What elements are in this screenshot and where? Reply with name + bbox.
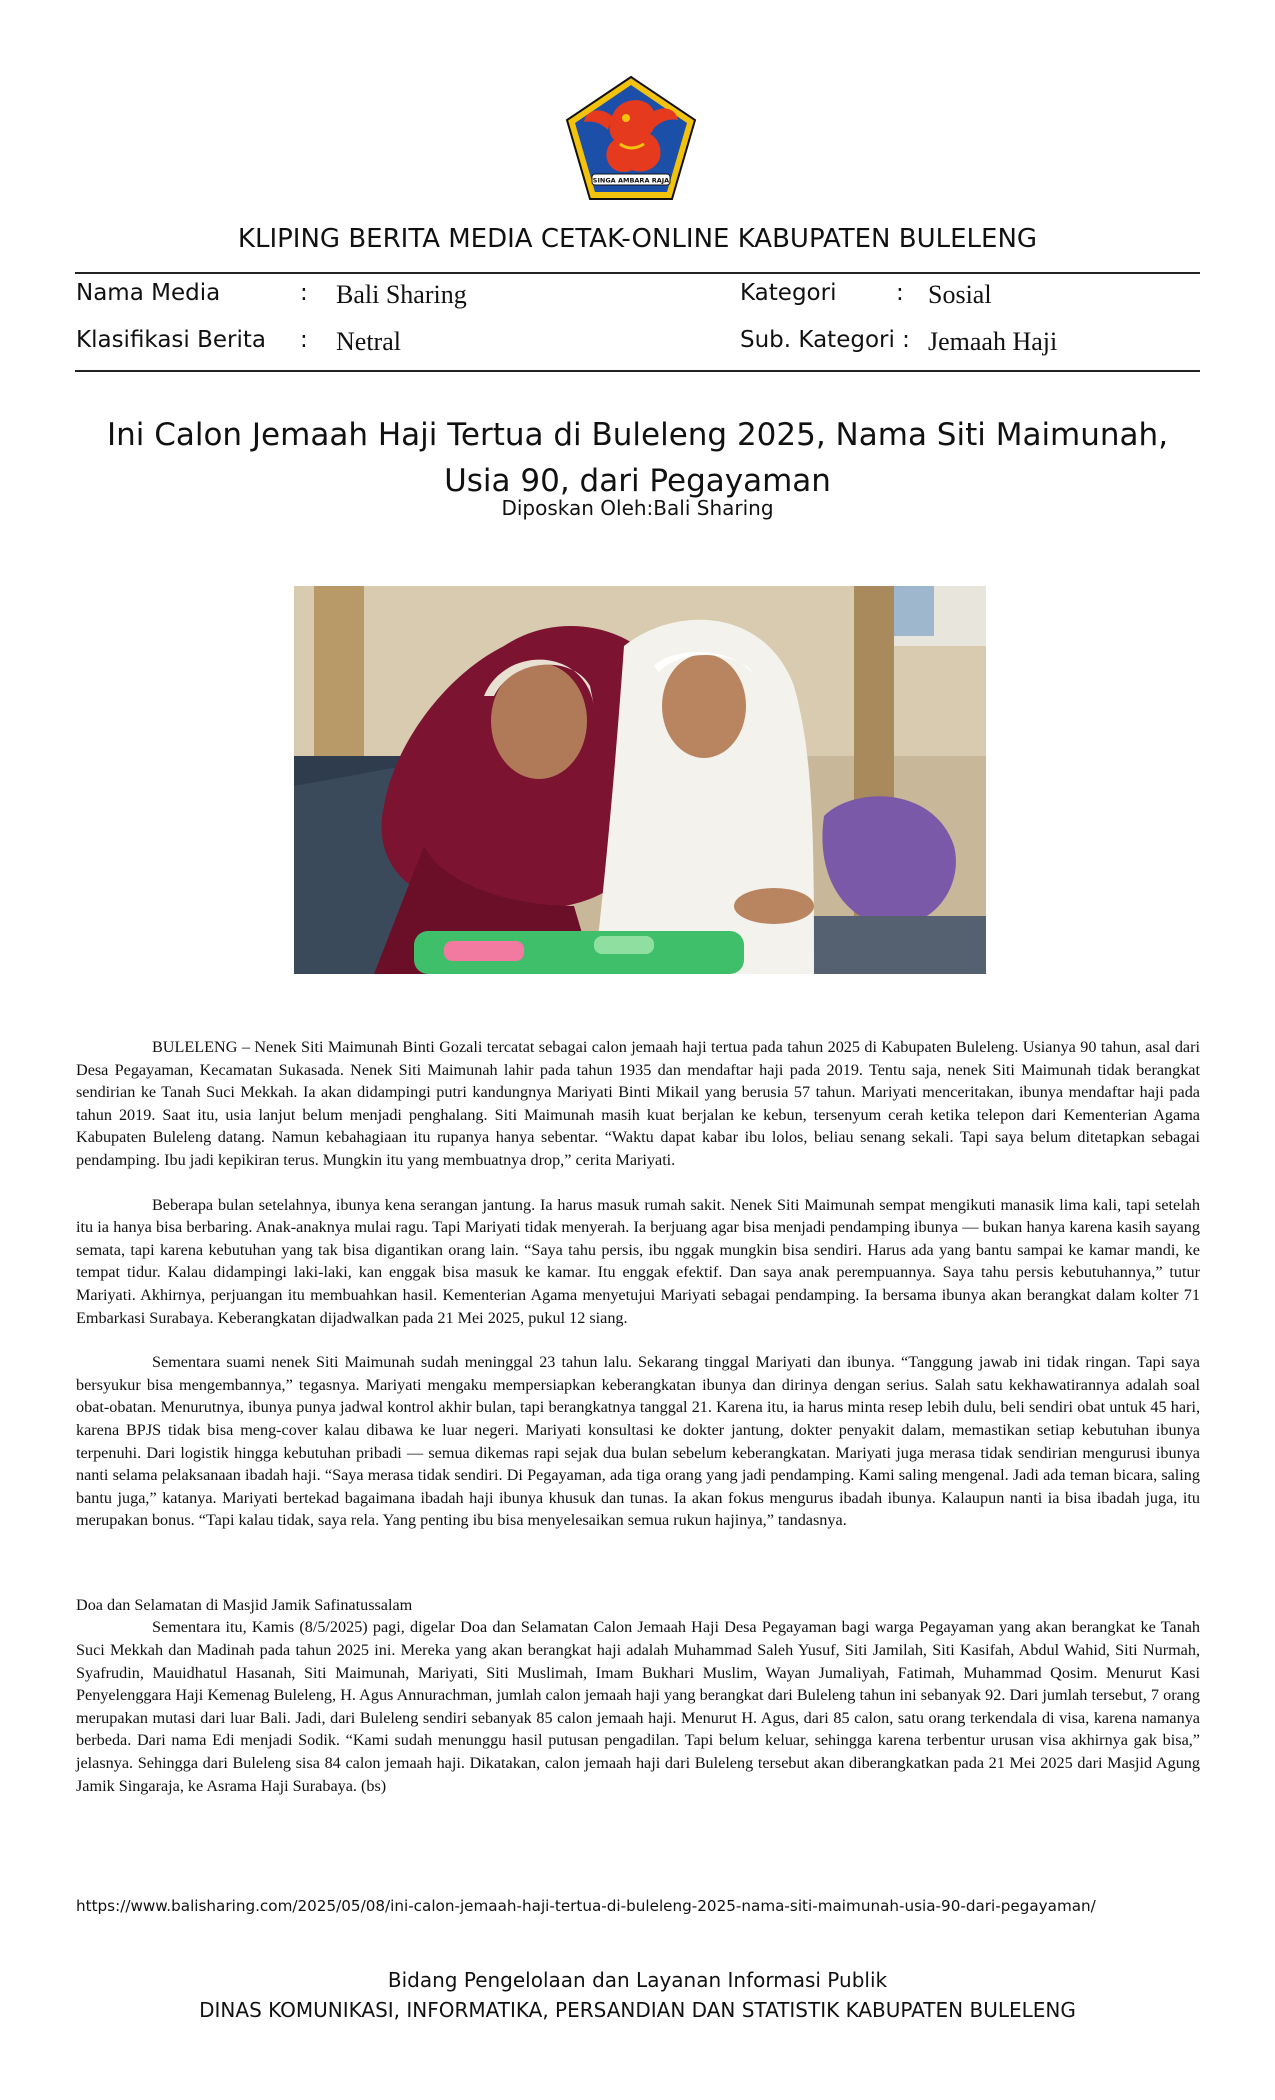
article-paragraph: Sementara suami nenek Siti Maimunah sudah meninggal 23 tahun lalu. Sekarang tinggal Mariyati dan ibunya. “Tanggung jawab ini tidak ringan. Tapi saya bersyukur bisa mengembannya,” tegasnya. Mariyati mengaku mempersiapkan keberangkatan ibunya dan dirinya dengan serius. Salah satu kekhawatirannya adalah soal obat-obatan. Menurutnya, ibunya punya jadwal kontrol akhir bulan, tapi berangkatnya tanggal 21. Karena itu, ia harus minta resep lebih dulu, beli sendiri obat untuk 45 hari, karena BPJS tidak bisa meng-cover kalau dibawa ke luar negeri. Mariyati konsultasi ke dokter jantung, dokter penyakit dalam, memastikan setiap kebutuhan ibunya terpenuhi. Dari logistik hingga kebutuhan pribadi — semua dikemas rapi sejak dua bulan sebelum keberangkatan. Mariyati juga merasa tidak sendirian mengurusi ibunya nanti selama pelaksanaan ibadah haji. “Saya merasa tidak sendiri. Di Pegayaman, ada tiga orang yang jadi pendamping. Kami saling mengenal. Jadi ada teman bicara, saling bantu juga,” katanya. Mariyati bertekad bagaimana ibadah haji ibunya khusuk dan tunas. Ia akan fokus mengurus ibadah ibunya. Kalaupun nanti ia bisa ibadah juga, itu merupakan bonus. “Tapi kalau tidak, saya rela. Yang penting ibu bisa menyelesaikan semua rukun hajinya,” tandasnya. xyxy=(76,1353,1200,1530)
news-classification-colon: : xyxy=(300,327,308,353)
subcategory-label: Sub. Kategori : xyxy=(740,327,910,353)
article-byline: Diposkan Oleh:Bali Sharing xyxy=(501,496,774,520)
media-name-value: Bali Sharing xyxy=(336,280,467,309)
category-label: Kategori xyxy=(740,280,837,306)
article-photo xyxy=(294,586,986,974)
media-name-colon: : xyxy=(300,280,308,306)
subcategory-value: Jemaah Haji xyxy=(928,327,1058,356)
news-classification-label: Klasifikasi Berita xyxy=(76,327,267,353)
header-divider-top xyxy=(75,272,1200,274)
article-headline: Ini Calon Jemaah Haji Tertua di Buleleng 2025, Nama Siti Maimunah, Usia 90, dari Pegayaman xyxy=(106,417,1169,499)
article-body xyxy=(76,1036,1200,1797)
category-colon: : xyxy=(896,280,904,306)
article-paragraph: BULELENG – Nenek Siti Maimunah Binti Gozali tercatat sebagai calon jemaah haji tertua pada tahun 2025 di Kabupaten Buleleng. Usianya 90 tahun, asal dari Desa Pegayaman, Kecamatan Sukasada. Nenek Siti Maimunah lahir pada tahun 1935 dan mendaftar haji pada 2019. Tentu saja, nenek Siti Maimunah tidak berangkat sendirian ke Tanah Suci Mekkah. Ia akan didampingi putri kandungnya Mariyati Binti Mikail yang berusia 57 tahun. Mariyati menceritakan, ibunya mendaftar haji pada tahun 2019. Saat itu, usia lanjut belum menjadi penghalang. Siti Maimunah masih kuat berjalan ke kebun, tersenyum cerah ketika telepon dari Kementerian Agama Kabupaten Buleleng datang. Namun kebahagiaan itu rupanya hanya sebentar. “Waktu dapat kabar ibu lolos, beliau senang sekali. Tapi saya belum ditetapkan sebagai pendamping. Ibu jadi kepikiran terus. Mungkin itu yang membuatnya drop,” cerita Mariyati. xyxy=(76,1038,1200,1169)
source-url-link[interactable]: https://www.balisharing.com/2025/05/08/ini-calon-jemaah-haji-tertua-di-buleleng-2025-nama-siti-maimunah-usia-90-dari-pegayaman/ xyxy=(76,1897,1096,1915)
article-subheading: Doa dan Selamatan di Masjid Jamik Safinatussalam xyxy=(76,1595,413,1614)
header-divider-bottom xyxy=(75,370,1200,372)
footer-division-name: Bidang Pengelolaan dan Layanan Informasi Publik xyxy=(387,1968,888,1992)
article-paragraph: Sementara itu, Kamis (8/5/2025) pagi, digelar Doa dan Selamatan Calon Jemaah Haji Desa Pegayaman bagi warga Pegayaman yang akan berangkat ke Tanah Suci Mekkah dan Madinah pada tahun 2025 ini. Mereka yang akan berangkat haji adalah Muhammad Saleh Yusuf, Siti Jamilah, Siti Kasifah, Abdul Wahid, Siti Nurmah, Syafrudin, Mauidhatul Hasanah, Siti Maimunah, Mariyati, Siti Muslimah, Imam Bukhari Muslim, Wayan Jumaliyah, Fatimah, Muhammad Qosim. Menurut Kasi Penyelenggara Haji Kemenag Buleleng, H. Agus Annurachman, jumlah calon jemaah haji yang berangkat dari Buleleng tahun ini sebanyak 92. Dari jumlah tersebut, 7 orang merupakan mutasi dari luar Bali. Jadi, dari Buleleng sendiri sebanyak 85 calon jemaah haji. Menurut H. Agus, dari 85 calon, satu orang terkendala di visa, karena namanya berbeda. Dari nama Edi menjadi Sodik. “Kami sudah menunggu hasil putusan pengadilan. Tapi belum keluar, sehingga karena terbentur urusan visa akhirnya gak bisa,” jelasnya. Sehingga dari Buleleng sisa 84 calon jemaah haji. Dikatakan, calon jemaah haji dari Buleleng tersebut akan diberangkatkan pada 21 Mei 2025 dari Masjid Agung Jamik Singaraja, ke Asrama Haji Surabaya. (bs) xyxy=(76,1618,1200,1795)
logo-motto: SINGA AMBARA RAJA xyxy=(592,176,670,185)
article-paragraph: Beberapa bulan setelahnya, ibunya kena serangan jantung. Ia harus masuk rumah sakit. Nenek Siti Maimunah sempat mengikuti manasik lima kali, tapi setelah itu ia hanya bisa berbaring. Anak-anaknya mulai ragu. Tapi Mariyati tidak menyerah. Ia berjuang agar bisa menjadi pendamping ibunya — bukan hanya karena kasih sayang semata, tapi karena kebutuhan yang tak bisa digantikan orang lain. “Saya tahu persis, ibu nggak mungkin bisa sendiri. Harus ada yang bantu sampai ke kamar mandi, ke tempat tidur. Kalau didampingi laki-laki, kan enggak bisa masuk ke kamar. Itu enggak efektif. Dan saya anak perempuannya. Saya tahu persis kebutuhannya,” tutur Mariyati. Akhirnya, perjuangan itu membuahkan hasil. Kementerian Agama menyetujui Mariyati sebagai pendamping. Ia bersama ibunya akan berangkat dalam kolter 71 Embarkasi Surabaya. Keberangkatan dijadwalkan pada 21 Mei 2025, pukul 12 siang. xyxy=(76,1195,1200,1327)
category-value: Sosial xyxy=(928,280,992,309)
media-name-label: Nama Media xyxy=(76,280,221,306)
kabupaten-emblem-logo xyxy=(564,74,698,202)
clipping-header-title: KLIPING BERITA MEDIA CETAK-ONLINE KABUPATEN BULELENG xyxy=(237,224,1038,254)
footer-agency-name: DINAS KOMUNIKASI, INFORMATIKA, PERSANDIAN DAN STATISTIK KABUPATEN BULELENG xyxy=(199,1998,1076,2022)
news-classification-value: Netral xyxy=(336,327,401,356)
